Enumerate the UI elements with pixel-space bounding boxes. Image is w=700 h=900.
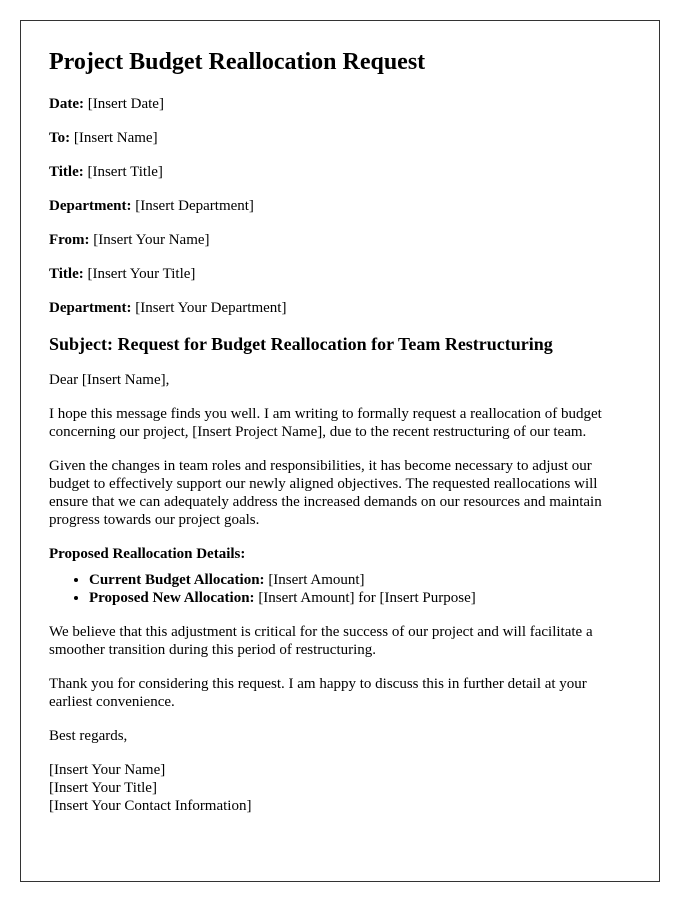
item-label: Proposed New Allocation:: [89, 590, 255, 606]
salutation: Dear [Insert Name],: [49, 372, 170, 388]
field-label: Title:: [49, 164, 84, 180]
field-value: [Insert Title]: [87, 164, 163, 180]
item-value: [Insert Amount] for [Insert Purpose]: [258, 590, 476, 606]
field-recipient-department: [49, 197, 631, 215]
item-value: [Insert Amount]: [268, 572, 365, 588]
field-from: [49, 231, 631, 249]
field-date: [49, 95, 631, 113]
list-item: [89, 589, 631, 607]
signature-name: [Insert Your Name]: [49, 762, 166, 778]
body-paragraph: I hope this message finds you well. I am writing to formally request a reallocation of budget concerning our project, [Insert Project Name], due to the recent restructuring of our team.: [49, 406, 602, 440]
field-label: Department:: [49, 300, 132, 316]
subject-heading: Subject: Request for Budget Reallocation for Team Restructuring: [49, 334, 553, 354]
field-to: [49, 129, 631, 147]
details-heading: Proposed Reallocation Details:: [49, 546, 246, 562]
field-label: Department:: [49, 198, 132, 214]
field-value: [Insert Department]: [135, 198, 254, 214]
signature-contact: [Insert Your Contact Information]: [49, 798, 252, 814]
field-label: Title:: [49, 266, 84, 282]
signature-title: [Insert Your Title]: [49, 780, 157, 796]
item-label: Current Budget Allocation:: [89, 572, 265, 588]
field-recipient-title: [49, 163, 631, 181]
field-label: To:: [49, 130, 71, 146]
field-sender-department: [49, 299, 631, 317]
signoff: Best regards,: [49, 728, 128, 744]
signature-block: [49, 761, 631, 815]
body-paragraph: Given the changes in team roles and responsibilities, it has become necessary to adjust our budget to effectively support our newly aligned objectives. The requested reallocations will ensure that we can adequately address the increased demands on our resources and maintain progress towards our project goals.: [49, 458, 602, 528]
document-title: Project Budget Reallocation Request: [49, 49, 426, 75]
list-item: [89, 571, 631, 589]
field-value: [Insert Your Name]: [93, 232, 210, 248]
letter-page: [20, 20, 660, 882]
closing-paragraph: We believe that this adjustment is critical for the success of our project and will facilitate a smoother transition during this period of restructuring.: [49, 624, 593, 658]
field-label: Date:: [49, 96, 84, 112]
field-sender-title: [49, 265, 631, 283]
closing-paragraph: Thank you for considering this request. I am happy to discuss this in further detail at your earliest convenience.: [49, 676, 587, 710]
field-value: [Insert Your Title]: [87, 266, 196, 282]
field-value: [Insert Date]: [87, 96, 164, 112]
field-value: [Insert Your Department]: [135, 300, 287, 316]
allocation-list: [49, 571, 631, 607]
field-value: [Insert Name]: [73, 130, 158, 146]
field-label: From:: [49, 232, 90, 248]
